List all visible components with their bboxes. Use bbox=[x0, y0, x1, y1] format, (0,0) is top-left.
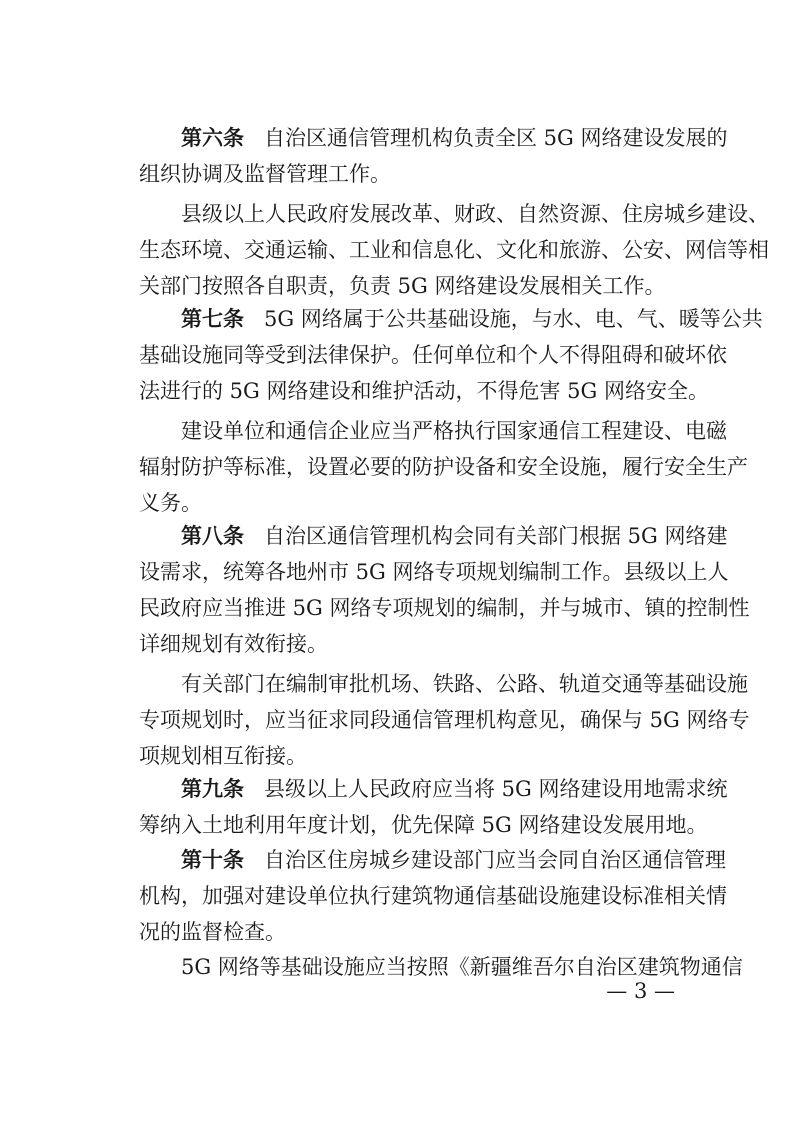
text-line: 项规划相互衔接。 bbox=[139, 744, 307, 768]
text-line bbox=[181, 842, 726, 878]
page-number: — 3 — bbox=[606, 979, 675, 1003]
article-heading: 第六条 bbox=[181, 126, 244, 150]
text-line: 5G 网络等基础设施应当按照《新疆维吾尔自治区建筑物通信 bbox=[181, 955, 743, 979]
text-line: 详细规划有效衔接。 bbox=[139, 632, 328, 656]
text-line bbox=[181, 518, 728, 554]
text-line bbox=[181, 301, 763, 337]
text-line: 设需求，统筹各地州市 5G 网络专项规划编制工作。县级以上人 bbox=[139, 560, 729, 584]
text-line: 辐射防护等标准，设置必要的防护设备和安全设施，履行安全生产 bbox=[139, 455, 748, 479]
text-line: 基础设施同等受到法律保护。任何单位和个人不得阻碍和破坏依 bbox=[139, 343, 727, 367]
line-text: 5G 网络属于公共基础设施，与水、电、气、暖等公共 bbox=[264, 307, 763, 331]
line-text: 自治区通信管理机构负责全区 5G 网络建设发展的 bbox=[264, 126, 728, 150]
text-line: 筹纳入土地利用年度计划，优先保障 5G 网络建设发展用地。 bbox=[139, 813, 708, 837]
line-text: 自治区通信管理机构会同有关部门根据 5G 网络建 bbox=[264, 524, 728, 548]
article-heading: 第八条 bbox=[181, 524, 244, 548]
text-line bbox=[181, 120, 728, 156]
line-text: 县级以上人民政府应当将 5G 网络建设用地需求统 bbox=[264, 777, 728, 801]
article-heading: 第九条 bbox=[181, 777, 244, 801]
text-line: 法进行的 5G 网络建设和维护活动，不得危害 5G 网络安全。 bbox=[139, 379, 709, 403]
text-line: 有关部门在编制审批机场、铁路、公路、轨道交通等基础设施 bbox=[181, 672, 748, 696]
text-line: 生态环境、交通运输、工业和信息化、文化和旅游、公安、网信等相 bbox=[139, 238, 769, 262]
article-heading: 第七条 bbox=[181, 307, 244, 331]
article-heading: 第十条 bbox=[181, 848, 244, 872]
text-line: 建设单位和通信企业应当严格执行国家通信工程建设、电磁 bbox=[181, 419, 727, 443]
text-line: 县级以上人民政府发展改革、财政、自然资源、住房城乡建设、 bbox=[181, 202, 769, 226]
text-line bbox=[181, 771, 728, 807]
text-line: 组织协调及监督管理工作。 bbox=[139, 162, 391, 186]
line-text: 自治区住房城乡建设部门应当会同自治区通信管理 bbox=[264, 848, 726, 872]
text-line: 专项规划时，应当征求同段通信管理机构意见，确保与 5G 网络专 bbox=[139, 708, 750, 732]
text-line: 况的监督检查。 bbox=[139, 920, 286, 944]
text-line: 民政府应当推进 5G 网络专项规划的编制，并与城市、镇的控制性 bbox=[139, 596, 750, 620]
text-line: 机构，加强对建设单位执行建筑物通信基础设施建设标准相关情 bbox=[139, 884, 727, 908]
text-line: 义务。 bbox=[139, 491, 202, 515]
text-line: 关部门按照各自职责，负责 5G 网络建设发展相关工作。 bbox=[139, 274, 666, 298]
